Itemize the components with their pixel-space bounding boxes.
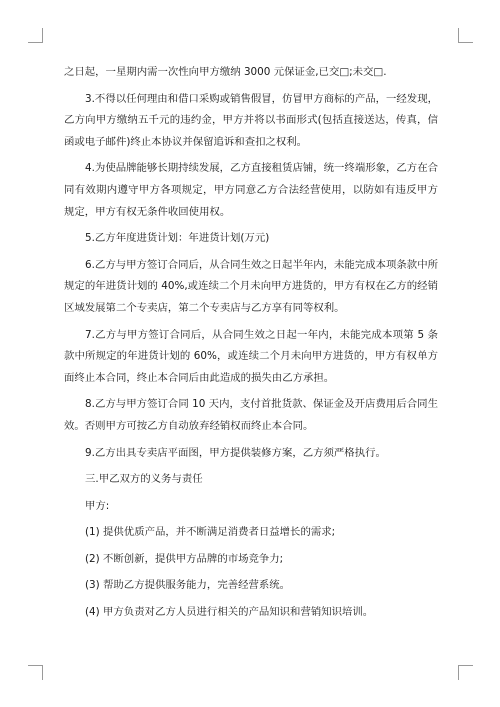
list-item: (3) 帮助乙方提供服务能力，完善经营系统。	[85, 579, 291, 592]
crop-mark-bottom-left	[28, 665, 43, 680]
list-item: (2) 不断创新，提供甲方品牌的市场竞争力;	[85, 552, 284, 565]
clause-6: 6.乙方与甲方签订合同后，从合同生效之日起半年内，未能完成本项条款中所规定的年进货计划的 40%,或连续二个月未向甲方进货的，甲方有权在乙方的经销区域发展第二个专卖店，第二个专卖店与乙方享有同等权利。	[64, 258, 438, 314]
list-item: (4) 甲方负责对乙方人员进行相关的产品知识和营销知识培训。	[85, 606, 374, 619]
clause-5: 5.乙方年度进货计划：年进货计划(万元)	[85, 232, 270, 245]
clause-4: 4.为使品牌能够长期持续发展，乙方直接租赁店铺，统一终端形象，乙方在合同有效期内遵守甲方各项规定，甲方同意乙方合法经营使用，以防如有违反甲方规定，甲方有权无条件收回使用权。	[64, 162, 438, 218]
clause-9: 9.乙方出具专卖店平面图，甲方提供装修方案，乙方须严格执行。	[85, 446, 386, 459]
section-heading: 三.甲乙双方的义务与责任	[85, 473, 203, 486]
crop-mark-bottom-right	[458, 665, 473, 680]
crop-mark-top-right	[458, 28, 473, 43]
paragraph-continuation: 之日起，一星期内需一次性向甲方缴纳 3000 元保证金,已交□;未交□.	[64, 66, 387, 78]
document-body	[64, 62, 438, 629]
clause-7: 7.乙方与甲方签订合同后，从合同生效之日起一年内，未能完成本项第 5 条款中所规定的年进货计划的 60%，或连续二个月未向甲方进货的，甲方有权单方面终止本合同，终止本合同后由此造成的损失由乙方承担。	[64, 328, 438, 384]
clause-8: 8.乙方与甲方签订合同 10 天内，支付首批货款、保证金及开店费用后合同生效。否则甲方可按乙方自动放弃经销权而终止本合同。	[64, 398, 438, 432]
party-a-label: 甲方:	[85, 499, 110, 512]
list-item: (1) 提供优质产品，并不断满足消费者日益增长的需求;	[85, 526, 336, 539]
clause-3: 3.不得以任何理由和借口采购或销售假冒，仿冒甲方商标的产品，一经发现，乙方向甲方缴纳五千元的违约金，甲方并将以书面形式(包括直接送达，传真，信函或电子邮件)终止本协议并保留追诉和查扣之权利。	[64, 92, 438, 148]
crop-mark-top-left	[28, 28, 43, 43]
